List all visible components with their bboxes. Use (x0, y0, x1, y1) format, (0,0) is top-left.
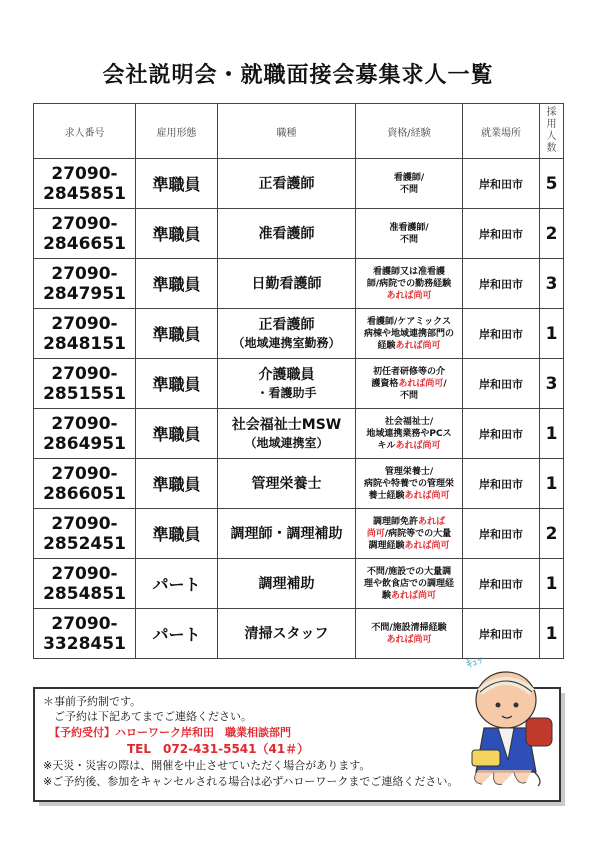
qualification-cell (356, 509, 463, 559)
job-number-prefix: 27090- (51, 413, 118, 434)
job-title-cell (218, 159, 356, 209)
job-title: 清掃スタッフ (244, 625, 329, 642)
qualification-cell (356, 409, 463, 459)
hiring-count-cell: 1 (540, 309, 564, 359)
table-row (34, 559, 564, 609)
job-number-suffix: 2851551 (43, 383, 126, 404)
notice-line-cancel: ※ご予約後、参加をキャンセルされる場合は必ずハローワークまでご連絡ください。 (43, 775, 459, 788)
work-location-cell: 岸和田市 (463, 409, 540, 459)
job-title: 調理補助 (258, 575, 315, 592)
job-title-cell (218, 309, 356, 359)
qualification-text-highlight: あれば尚可 (395, 340, 441, 351)
header-employment-type: 雇用形態 (136, 104, 218, 159)
table-row (34, 159, 564, 209)
qualification-cell (356, 259, 463, 309)
table-row (34, 509, 564, 559)
qualification-text: / (443, 378, 447, 389)
qualification-cell (356, 609, 463, 659)
qualification-text: 看護師/ケアミックス (366, 316, 452, 327)
work-location-cell: 岸和田市 (463, 309, 540, 359)
qualification-text: 調理経験 (368, 540, 405, 551)
employment-type-cell: 準職員 (136, 209, 218, 259)
qualification-text: 病棟や地域連携部門の (363, 328, 454, 339)
qualification-text: 経験 (377, 340, 396, 351)
job-number-cell (34, 259, 136, 309)
job-number-cell (34, 209, 136, 259)
job-title-cell (218, 409, 356, 459)
table-row (34, 409, 564, 459)
qualification-text: 看護師又は准看護 (372, 266, 445, 277)
header-qualification: 資格/経験 (356, 104, 463, 159)
qualification-text-highlight: あれば (418, 516, 446, 527)
job-title-sub: （地域連携室） (244, 435, 329, 450)
job-title: 管理栄養士 (251, 475, 322, 492)
hiring-count-cell: 1 (540, 559, 564, 609)
qualification-text: キル (377, 440, 396, 451)
qualification-text: 護資格 (371, 378, 399, 389)
qualification-cell (356, 209, 463, 259)
notice-line-reception: 【予約受付】ハローワーク岸和田 職業相談部門 (49, 726, 291, 739)
job-number-suffix: 2846651 (43, 233, 126, 254)
job-number-suffix: 2848151 (43, 333, 126, 354)
header-work-location: 就業場所 (463, 104, 540, 159)
job-title: 正看護師 (258, 316, 315, 333)
hiring-count-cell: 2 (540, 509, 564, 559)
job-number-cell (34, 459, 136, 509)
job-title: 日勤看護師 (251, 275, 322, 292)
job-number-prefix: 27090- (51, 513, 118, 534)
qualification-text: 養士経験 (368, 490, 405, 501)
qualification-cell (356, 459, 463, 509)
qualification-text: 社会福祉士/ (384, 416, 434, 427)
hiring-count-cell: 3 (540, 259, 564, 309)
qualification-text-highlight: あれば尚可 (404, 540, 450, 551)
employment-type-cell: 準職員 (136, 159, 218, 209)
qualification-text: 不問 (399, 234, 418, 245)
job-number-prefix: 27090- (51, 163, 118, 184)
job-number-cell (34, 409, 136, 459)
qualification-cell (356, 159, 463, 209)
qualification-text: 不問/施設での大量調 (366, 566, 452, 577)
qualification-text-highlight: あれば尚可 (386, 634, 432, 645)
qualification-text-highlight: あれば尚可 (395, 440, 441, 451)
qualification-text-highlight: 尚可 (366, 528, 385, 539)
qualification-text: 准看護師/ (389, 222, 429, 233)
employment-type-cell: 準職員 (136, 309, 218, 359)
job-title: 正看護師 (258, 175, 315, 192)
job-title-cell (218, 259, 356, 309)
job-number-suffix: 2854851 (43, 583, 126, 604)
job-number-suffix: 2866051 (43, 483, 126, 504)
qualification-text: 験 (381, 590, 391, 601)
page-title: 会社説明会・就職面接会募集求人一覧 (102, 63, 494, 88)
employment-type-cell: 準職員 (136, 359, 218, 409)
notice-line-tel: TEL 072-431-5541（41＃） (127, 742, 310, 756)
job-number-suffix: 2864951 (43, 433, 126, 454)
job-title: 准看護師 (258, 225, 315, 242)
job-number-suffix: 2852451 (43, 533, 126, 554)
job-number-prefix: 27090- (51, 463, 118, 484)
qualification-text: 看護師/ (393, 172, 425, 183)
work-location-cell: 岸和田市 (463, 559, 540, 609)
employment-type-cell: 準職員 (136, 259, 218, 309)
qualification-text: 師/病院での勤務経験 (366, 278, 452, 289)
header-job-number: 求人番号 (34, 104, 136, 159)
job-number-prefix: 27090- (51, 213, 118, 234)
header-job-title: 職種 (218, 104, 356, 159)
qualification-text: 不問 (399, 184, 418, 195)
hiring-count-cell: 1 (540, 459, 564, 509)
qualification-text: /病院等での大量 (384, 528, 452, 539)
qualification-text: 初任者研修等の介 (372, 366, 445, 377)
job-title-cell (218, 209, 356, 259)
hiring-count-cell: 5 (540, 159, 564, 209)
qualification-cell (356, 309, 463, 359)
qualification-text-highlight: あれば尚可 (386, 290, 432, 301)
notice-line-contact: ご予約は下記あてまでご連絡ください。 (43, 710, 252, 723)
table-row (34, 309, 564, 359)
employment-type-cell: 準職員 (136, 409, 218, 459)
job-title-cell (218, 559, 356, 609)
job-title: 社会福祉士MSW (231, 416, 342, 433)
qualification-text-highlight: あれば尚可 (398, 378, 444, 389)
job-number-cell (34, 359, 136, 409)
qualification-text: 理や飲食店での調理経 (363, 578, 454, 589)
job-number-prefix: 27090- (51, 363, 118, 384)
notice-line-disaster: ※天災・災害の際は、開催を中止させていただく場合があります。 (43, 759, 371, 772)
employment-type-cell: パート (136, 559, 218, 609)
job-title-cell (218, 459, 356, 509)
qualification-text: 病院や特養での管理栄 (363, 478, 454, 489)
table-row (34, 259, 564, 309)
work-location-cell: 岸和田市 (463, 209, 540, 259)
work-location-cell: 岸和田市 (463, 609, 540, 659)
employment-type-cell: 準職員 (136, 509, 218, 559)
job-title: 介護職員 (258, 366, 315, 383)
job-title-cell (218, 609, 356, 659)
qualification-cell (356, 359, 463, 409)
svg-text:ｷｭｯ: ｷｭｯ (464, 652, 485, 671)
table-header-row (34, 104, 564, 159)
job-number-cell (34, 559, 136, 609)
work-location-cell: 岸和田市 (463, 359, 540, 409)
work-location-cell: 岸和田市 (463, 159, 540, 209)
job-number-cell (34, 509, 136, 559)
job-number-cell (34, 159, 136, 209)
qualification-text: 調理師免許 (372, 516, 418, 527)
job-number-suffix: 2845851 (43, 183, 126, 204)
table-row (34, 209, 564, 259)
job-title-sub: ・看護助手 (256, 385, 317, 400)
work-location-cell: 岸和田市 (463, 509, 540, 559)
employment-type-cell: パート (136, 609, 218, 659)
job-number-cell (34, 609, 136, 659)
qualification-cell (356, 559, 463, 609)
work-location-cell: 岸和田市 (463, 459, 540, 509)
job-listing-table (33, 103, 564, 659)
job-title-cell (218, 509, 356, 559)
job-number-cell (34, 309, 136, 359)
table-row (34, 459, 564, 509)
job-number-prefix: 27090- (51, 313, 118, 334)
job-number-prefix: 27090- (51, 263, 118, 284)
work-location-cell: 岸和田市 (463, 259, 540, 309)
job-number-prefix: 27090- (51, 563, 118, 584)
qualification-text: 地域連携業務やPCス (366, 428, 452, 439)
hiring-count-cell: 3 (540, 359, 564, 409)
notice-line-reservation: ＊事前予約制です。 (43, 695, 142, 708)
job-number-suffix: 3328451 (43, 633, 126, 654)
qualification-text: 不問 (399, 390, 418, 401)
hiring-count-cell: 1 (540, 409, 564, 459)
octopus-mascot-icon (458, 650, 562, 790)
job-number-suffix: 2847951 (43, 283, 126, 304)
job-title-sub: （地域連携室勤務） (232, 335, 341, 350)
qualification-text: 不問/施設清掃経験 (371, 622, 447, 633)
hiring-count-cell: 2 (540, 209, 564, 259)
qualification-text-highlight: あれば尚可 (391, 590, 437, 601)
header-hiring-count: 採 用 人 数 (540, 104, 564, 159)
job-number-prefix: 27090- (51, 613, 118, 634)
job-title-cell (218, 359, 356, 409)
job-title: 調理師・調理補助 (230, 525, 343, 542)
employment-type-cell: 準職員 (136, 459, 218, 509)
qualification-text-highlight: あれば尚可 (404, 490, 450, 501)
qualification-text: 管理栄養士/ (384, 466, 434, 477)
table-row (34, 359, 564, 409)
hiring-count-cell: 1 (540, 609, 564, 659)
